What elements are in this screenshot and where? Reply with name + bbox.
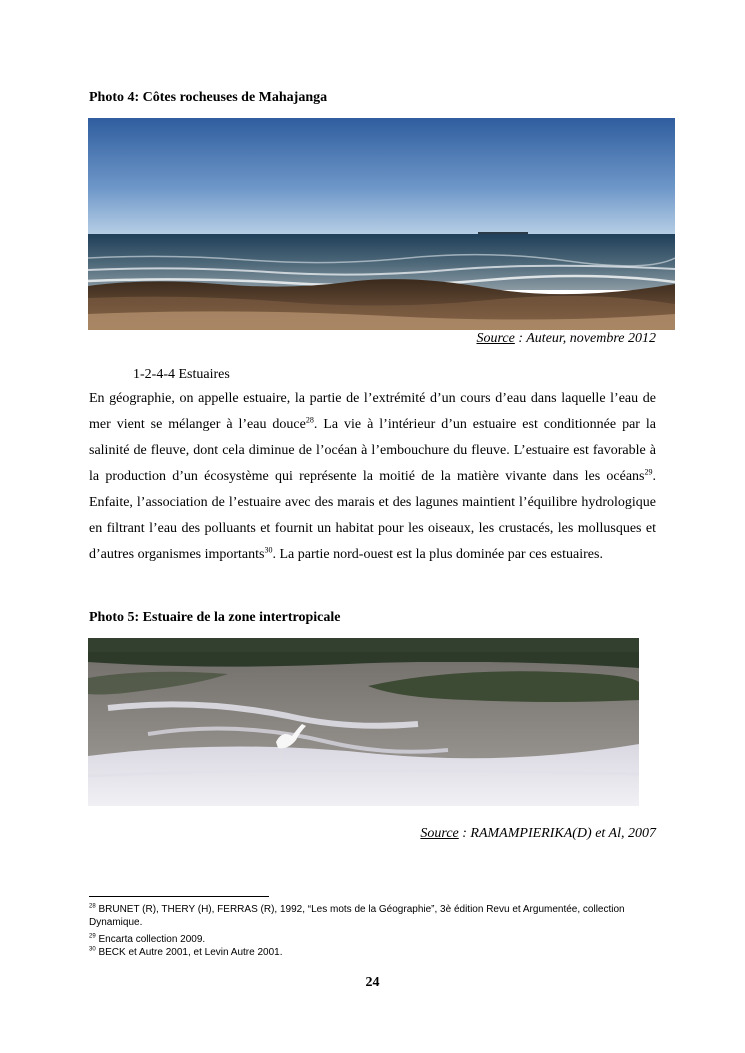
footnote-28: $^{28}$ BRUNET (R), THERY (H), FERRAS (R), 1992, “Les mots de la Géographie”, 3è édition Revu et Argumentée, collection Dynamique.: [89, 903, 625, 928]
photo5-caption: Photo 5: Estuaire de la zone intertropicale: [89, 610, 341, 625]
footnote-ref-28: 28: [305, 415, 314, 425]
section-heading: 1-2-4-4 Estuaires: [133, 367, 230, 382]
photo5-estuary-image: [88, 638, 639, 806]
photo5-source: Source : RAMAMPIERIKA(D) et Al, 2007: [420, 826, 656, 841]
page-number: 24: [365, 975, 380, 990]
photo4-coast-image: [88, 118, 675, 330]
footnote-ref-29: 29: [644, 467, 653, 477]
footnote-ref-30: 30: [264, 545, 273, 555]
photo4-caption: Photo 4: Côtes rocheuses de Mahajanga: [89, 90, 328, 105]
footnote-divider: [89, 896, 269, 897]
footnote-30: $^{30}$ BECK et Autre 2001, et Levin Autre 2001.: [89, 946, 283, 958]
footnote-29: $^{29}$ Encarta collection 2009.: [89, 933, 206, 945]
body-paragraph: En géographie, on appelle estuaire, la partie de l’extrémité d’un cours d’eau dans laquelle l’eau de mer vient se mélanger à l’eau douce$^{28}$. La vie à l’intérieur d’un estuaire est conditionnée par la salinité de fleuve, dont cela diminue de l’océan à l’embouchure du fleuve. L’estuaire est favorable à la production d’un écosystème qui représente la moitié de la matière vivante dans les océans$^{29}$. Enfaite, l’association de l’estuaire avec des marais et des lagunes maintient l’équilibre hydrologique en filtrant l’eau des polluants et fournit un habitat pour les oiseaux, les crustacés, les mollusques et d’autres organismes importants$^{30}$. La partie nord-ouest est la plus dominée par ces estuaires.: [89, 391, 657, 562]
photo4-source: Source : Auteur, novembre 2012: [476, 331, 656, 346]
